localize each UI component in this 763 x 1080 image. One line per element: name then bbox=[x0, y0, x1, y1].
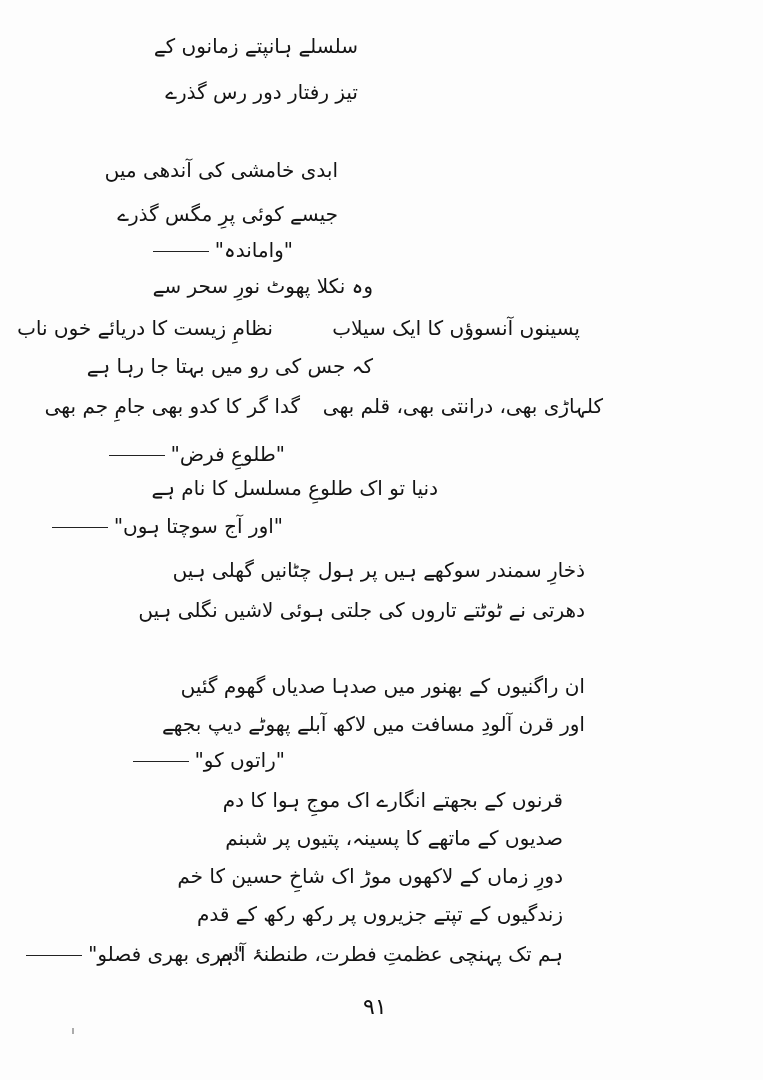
poem-title-text: "واماندہ" bbox=[214, 238, 293, 262]
poem-line: وہ نکلا پھوٹ نورِ سحر سے bbox=[152, 274, 373, 298]
poem-line: دنیا تو اک طلوعِ مسلسل کا نام ہے bbox=[151, 476, 438, 500]
poem-line: پسینوں آنسوؤں کا ایک سیلاب bbox=[332, 316, 580, 340]
title-dash bbox=[26, 955, 82, 956]
title-dash bbox=[133, 761, 189, 762]
title-dash bbox=[153, 251, 209, 252]
title-dash bbox=[109, 455, 165, 456]
poem-line: اور قرن آلودِ مسافت میں لاکھ آبلے پھوٹے دیپ بجھے bbox=[161, 712, 585, 736]
poem-line: زندگیوں کے تپتے جزیروں پر رکھ رکھ کے قدم bbox=[196, 902, 563, 926]
poem-line: گدا گر کا کدو بھی جامِ جم بھی bbox=[44, 394, 300, 418]
poem-line: سلسلے ہانپتے زمانوں کے bbox=[153, 34, 358, 58]
poem-line: قرنوں کے بجھتے انگارے اک موجِ ہوا کا دم bbox=[222, 788, 563, 812]
poem-line: صدیوں کے ماتھے کا پسینہ، پتیوں پر شبنم bbox=[225, 826, 563, 850]
poem-title bbox=[26, 940, 243, 968]
poem-line: کہ جس کی رو میں بہتا جا رہا ہے bbox=[86, 354, 373, 378]
poem-line: ابدی خامشی کی آندھی میں bbox=[104, 158, 338, 182]
poem-title-text: "طلوعِ فرض" bbox=[170, 442, 285, 466]
poem-title-text: "اور آج سوچتا ہوں" bbox=[113, 514, 283, 538]
poem-line: دھرتی نے ٹوٹتے تاروں کی جلتی ہوئی لاشیں نگلی ہیں bbox=[138, 598, 585, 622]
poem-title bbox=[153, 236, 293, 264]
title-dash bbox=[52, 527, 108, 528]
scan-speck bbox=[72, 1028, 74, 1034]
poem-title-text: "راتوں کو" bbox=[194, 748, 285, 772]
poem-line: تیز رفتار دور رس گذرے bbox=[165, 80, 358, 104]
poem-title-text: "ہری بھری فصلو" bbox=[88, 942, 243, 966]
page-number: ۹۱ bbox=[363, 995, 387, 1020]
poem-line: نظامِ زیست کا دریائے خوں ناب bbox=[17, 316, 273, 340]
poem-line: دورِ زماں کے لاکھوں موڑ اک شاخِ حسین کا خم bbox=[177, 864, 563, 888]
poem-line: کلہاڑی بھی، درانتی بھی، قلم بھی bbox=[322, 394, 603, 418]
poem-title bbox=[52, 512, 283, 540]
poem-line: ان راگنیوں کے بھنور میں صدہا صدیاں گھوم گئیں bbox=[180, 674, 585, 698]
poem-line: جیسے کوئی پرِ مگس گذرے bbox=[117, 202, 338, 226]
poem-title bbox=[109, 440, 285, 468]
poem-line: ہم تک پہنچی عظمتِ فطرت، طنطنۂ آدم bbox=[218, 942, 563, 966]
poem-line: ذخارِ سمندر سوکھے ہیں پر ہول چٹانیں گھلی ہیں bbox=[172, 558, 585, 582]
poem-title bbox=[133, 746, 285, 774]
